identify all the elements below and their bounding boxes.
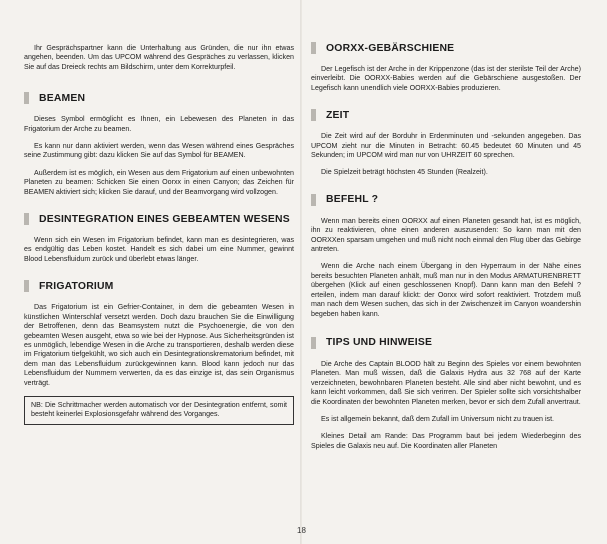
- left-column: [24, 44, 294, 425]
- heading-marker: [311, 194, 316, 206]
- section-heading-beamen: [24, 90, 294, 106]
- heading-marker: [311, 109, 316, 121]
- page-number: 18: [297, 526, 306, 535]
- intro-paragraph: Ihr Gesprächspartner kann die Unterhaltung aus Gründen, die nur ihn etwas angehen, beenden. Um das UPCOM während des Gespräches zu verlassen, klicken Sie auf das Dreieck rechts am Bildschirm, unter dem Korrekturpfeil.: [24, 44, 294, 71]
- section-heading-befehl: [311, 192, 581, 208]
- frigatorium-title: FRIGATORIUM: [39, 280, 114, 292]
- desintegration-title: DESINTEGRATION EINES GEBEAMTEN WESENS: [39, 213, 290, 225]
- beamen-paragraph-2: Es kann nur dann aktiviert werden, wenn das Wesen während eines Gespräches seine Zustimmung gibt: dazu klicken Sie auf das Symbol für BEAMEN.: [24, 142, 294, 160]
- tips-paragraph-2: Es ist allgemein bekannt, daß dem Zufall im Universum nicht zu trauen ist.: [321, 414, 555, 423]
- befehl-title: BEFEHL ?: [326, 194, 379, 206]
- heading-marker: [24, 213, 29, 225]
- heading-marker: [24, 92, 29, 104]
- zeit-paragraph-2: Die Spielzeit beträgt höchsten 45 Stunden (Realzeit).: [321, 168, 488, 177]
- section-heading-tips: [311, 335, 581, 351]
- section-heading-desintegration: [24, 211, 294, 227]
- zeit-paragraph-1: Die Zeit wird auf der Borduhr in Erdenminuten und -sekunden angegeben. Das UPCOM zieht nur die Minuten in Betracht: 60.45 bedeutet 60 Minuten und 45 Sekunden; im UPCOM wird man nur von UHRZEIT 60 sprechen.: [311, 132, 581, 160]
- heading-marker: [24, 280, 29, 292]
- heading-marker: [311, 42, 316, 54]
- heading-marker: [311, 337, 316, 349]
- beamen-paragraph-1: Dieses Symbol ermöglicht es Ihnen, ein Lebewesen des Planeten in das Frigatorium der Arche zu beamen.: [24, 115, 294, 133]
- oorxx-title: OORXX-GEBÄRSCHIENE: [326, 42, 455, 54]
- frigatorium-paragraph: Das Frigatorium ist ein Gefrier-Container, in dem die gebeamten Wesen in künstlichen Winterschlaf versetzt werden. Doch dazu brauchen Sie die Einwilligung der Betroffenen, denn das Beamsystem nutzt die Psychoenergie, die von den gebeamten Wesen ausgeht, etwa so wie bei der Hypnose. Aus Sicherheitsgründen ist es unmöglich, lebendige Wesen in die Arche zu transportieren, deshalb werden diese im Frigatorium tiefgekühlt, wo sich auch ein Desintegrationskrematorium befindet, mit dem man das Lebensfluidum zurückgewinnen kann. Blood kann jedoch nur das Lebensfluidum der Nummern verwerten, da es das einzige ist, das sein Organismus verträgt.: [24, 303, 294, 387]
- beamen-title: BEAMEN: [39, 92, 86, 104]
- oorxx-paragraph: Der Legefisch ist der Arche in der Krippenzone (das ist der sterilste Teil der Arche) einverleibt. Die OORXX-Babies werden auf die Gebärschiene ausgestoßen. Der Legefisch kann unendlich viele OORXX-Babies produzieren.: [311, 65, 581, 92]
- frigatorium-note-box: NB: Die Schrittmacher werden automatisch vor der Desintegration entfernt, somit besteht keinerlei Explosionsgefahr während des Vorganges.: [24, 396, 294, 425]
- befehl-paragraph-2: Wenn die Arche nach einem Übergang in den Hyperraum in der Nähe eines bereits besuchten Planeten anhält, muß man nur in den Modus ARMATURENBRETT übergehen (Klick auf einen geschlossenen Knopf). Dann kann man den Befehl ? erteilen, indem man darauf klickt: der Oorxx wird sofort reaktiviert. Trotzdem muß man nach dem Wesen suchen, das sich in der Zwischenzeit im Canyon woandershin begeben haben kann.: [311, 262, 581, 318]
- beamen-paragraph-3: Außerdem ist es möglich, ein Wesen aus dem Frigatorium auf einen unbewohnten Planeten zu beamen: Schicken Sie einen Oorxx in einen Canyon; das Zeichen für BEAMEN aktiviert sich; klicken Sie darauf, und der Beamvorgang wird vollzogen.: [24, 168, 294, 196]
- tips-title: TIPS UND HINWEISE: [326, 337, 433, 349]
- section-heading-oorxx: [311, 40, 581, 56]
- right-column: [311, 40, 581, 459]
- section-heading-zeit: [311, 107, 581, 123]
- zeit-title: ZEIT: [326, 109, 350, 121]
- page-fold: [300, 0, 302, 544]
- tips-paragraph-1: Die Arche des Captain BLOOD hält zu Beginn des Spieles vor einem bewohnten Planeten. Man muß wissen, daß die Galaxis Hydra aus 32 768 auf der Karte verzeichneten, bewohnbaren Planeten besteht. Alle sind aber nicht bewohnt, und es kann leicht vorkommen, daß Sie sich verirren. Der Spieler sollte sich vorsichtshalber die Koordinaten der bewohnten Planeten merken, bevor er sich dem Zufall anvertraut.: [311, 359, 581, 406]
- tips-paragraph-3: Kleines Detail am Rande: Das Programm baut bei jedem Wiederbeginn des Spieles die Galaxis neu auf. Die Koordinaten aller Planeten: [311, 432, 581, 450]
- befehl-paragraph-1: Wenn man bereits einen OORXX auf einen Planeten gesandt hat, ist es möglich, ihn zu reaktivieren, ohne einen anderen auszusenden: So kann man mit den OORXXen sparsam umgehen und muß nicht noch einmal den Flug über das Gebirge antreten.: [311, 216, 581, 254]
- section-heading-frigatorium: [24, 278, 294, 294]
- desintegration-paragraph: Wenn sich ein Wesen im Frigatorium befindet, kann man es desintegrieren, was es endgültig das Leben kostet. Handelt es sich dabei um eine Nummer, gewinnt Blood Lebensfluidum zurück und überlebt etwas länger.: [24, 236, 294, 263]
